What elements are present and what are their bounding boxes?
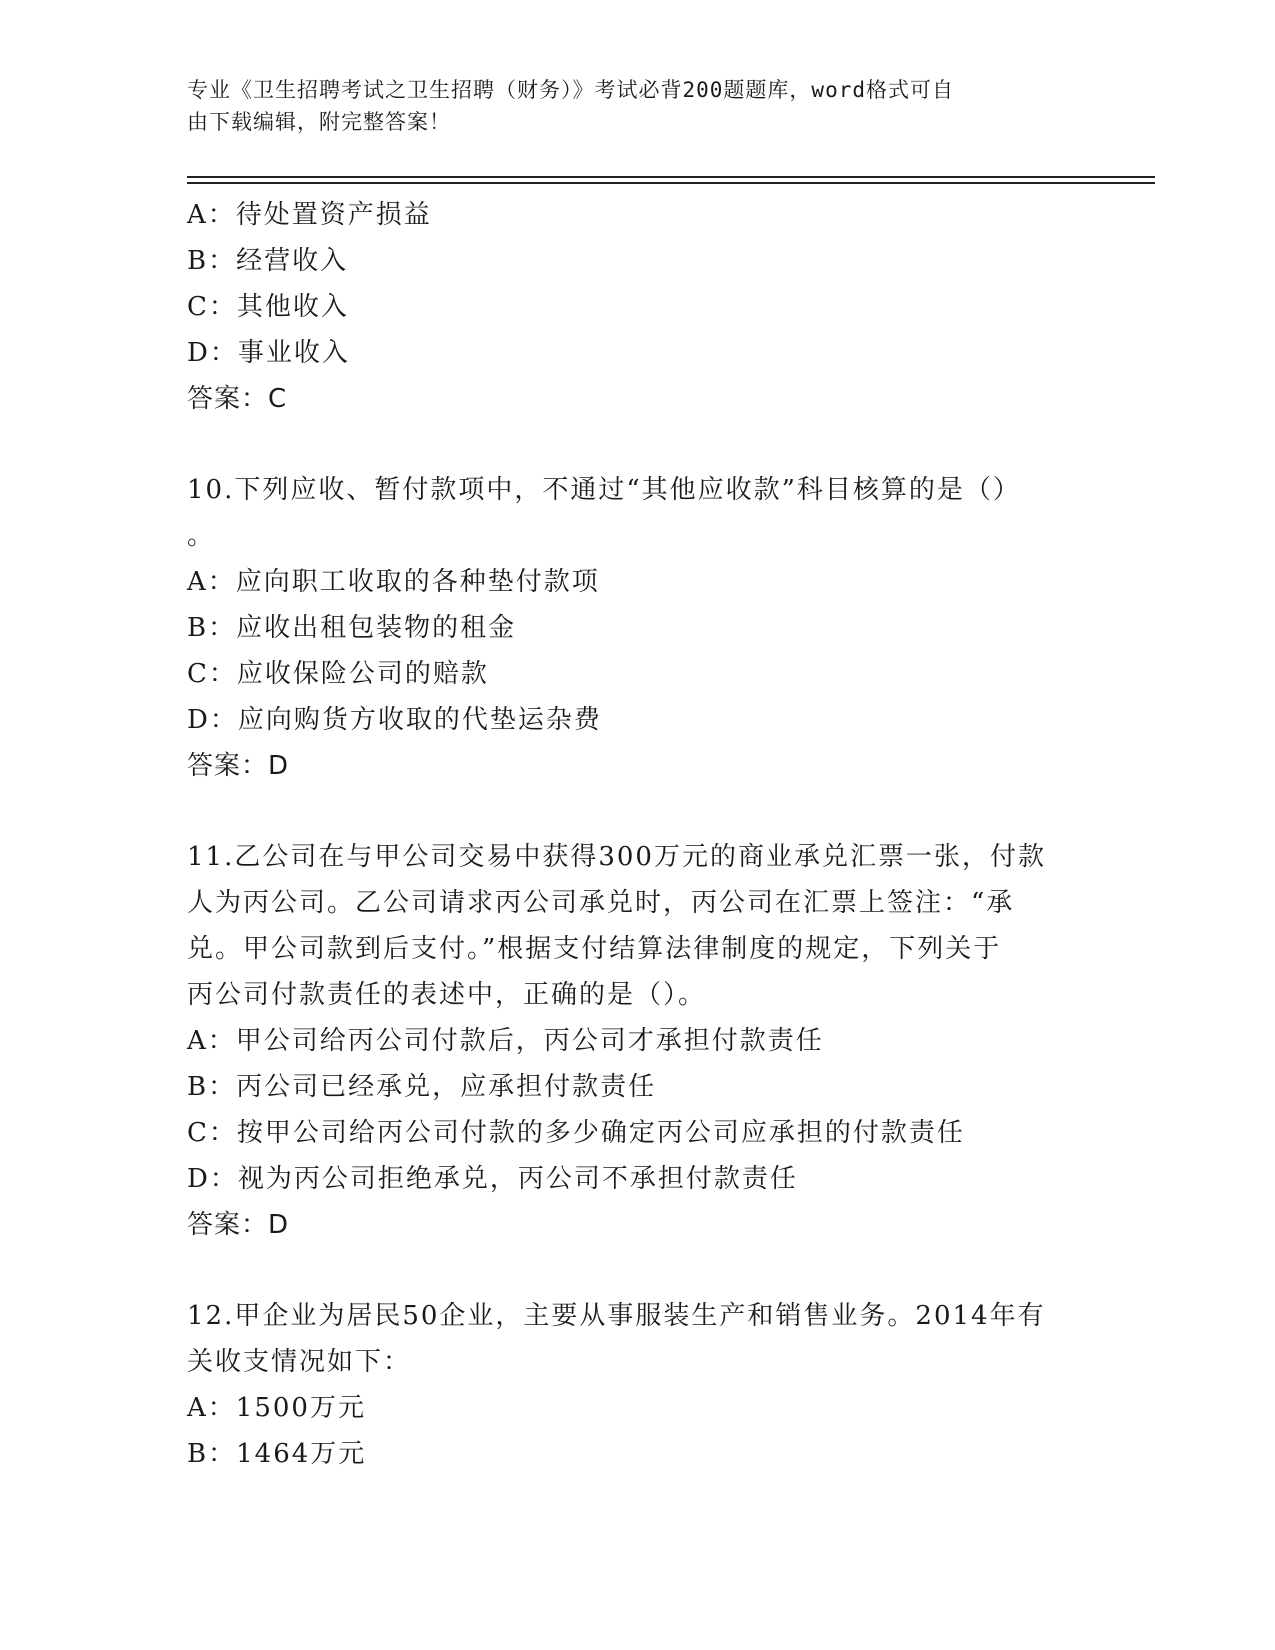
spacer [187, 789, 1077, 834]
option-a: A：甲公司给丙公司付款后，丙公司才承担付款责任 [187, 1026, 824, 1056]
question-11 [187, 834, 1077, 1248]
option-a: A：1500万元 [187, 1393, 366, 1423]
question-stem-line: 丙公司付款责任的表述中，正确的是（）。 [187, 980, 707, 1010]
header-divider-bottom [187, 182, 1155, 184]
header-line-1: 专业《卫生招聘考试之卫生招聘（财务）》考试必背200题题库，word格式可自 [187, 78, 954, 102]
option-d: D：视为丙公司拒绝承兑，丙公司不承担付款责任 [187, 1164, 798, 1194]
question-9 [187, 192, 1077, 422]
question-10 [187, 467, 1077, 789]
header-divider-top [187, 176, 1155, 178]
question-stem-line: 10.下列应收、暂付款项中，不通过“其他应收款”科目核算的是（） [187, 475, 1021, 505]
answer-line: 答案：D [187, 1210, 290, 1240]
question-stem-line: 兑。甲公司款到后支付。”根据支付结算法律制度的规定，下列关于 [187, 934, 1002, 964]
option-d: D：应向购货方收取的代垫运杂费 [187, 705, 602, 735]
question-stem-line: 12.甲企业为居民50企业，主要从事服装生产和销售业务。2014年有 [187, 1301, 1046, 1331]
question-stem-line: 人为丙公司。乙公司请求丙公司承兑时，丙公司在汇票上签注：“承 [187, 888, 1015, 918]
option-b: B：丙公司已经承兑，应承担付款责任 [187, 1072, 657, 1102]
option-d: D：事业收入 [187, 338, 350, 368]
option-b: B：经营收入 [187, 246, 349, 276]
question-stem-line: 。 [187, 521, 216, 551]
header-line-2: 由下载编辑，附完整答案！ [187, 110, 451, 134]
option-a: A：应向职工收取的各种垫付款项 [187, 567, 600, 597]
option-c: C：应收保险公司的赔款 [187, 659, 489, 689]
option-b: B：应收出租包装物的租金 [187, 613, 517, 643]
question-list [187, 192, 1077, 1477]
option-c: C：按甲公司给丙公司付款的多少确定丙公司应承担的付款责任 [187, 1118, 965, 1148]
document-header [187, 74, 1067, 138]
option-c: C：其他收入 [187, 292, 349, 322]
spacer [187, 1248, 1077, 1293]
answer-line: 答案：D [187, 751, 290, 781]
option-b: B：1464万元 [187, 1439, 367, 1469]
answer-line: 答案：C [187, 384, 288, 414]
question-stem-line: 关收支情况如下： [187, 1347, 412, 1377]
question-12 [187, 1293, 1077, 1477]
question-stem-line: 11.乙公司在与甲公司交易中获得300万元的商业承兑汇票一张，付款 [187, 842, 1046, 872]
option-a: A：待处置资产损益 [187, 200, 432, 230]
spacer [187, 422, 1077, 467]
